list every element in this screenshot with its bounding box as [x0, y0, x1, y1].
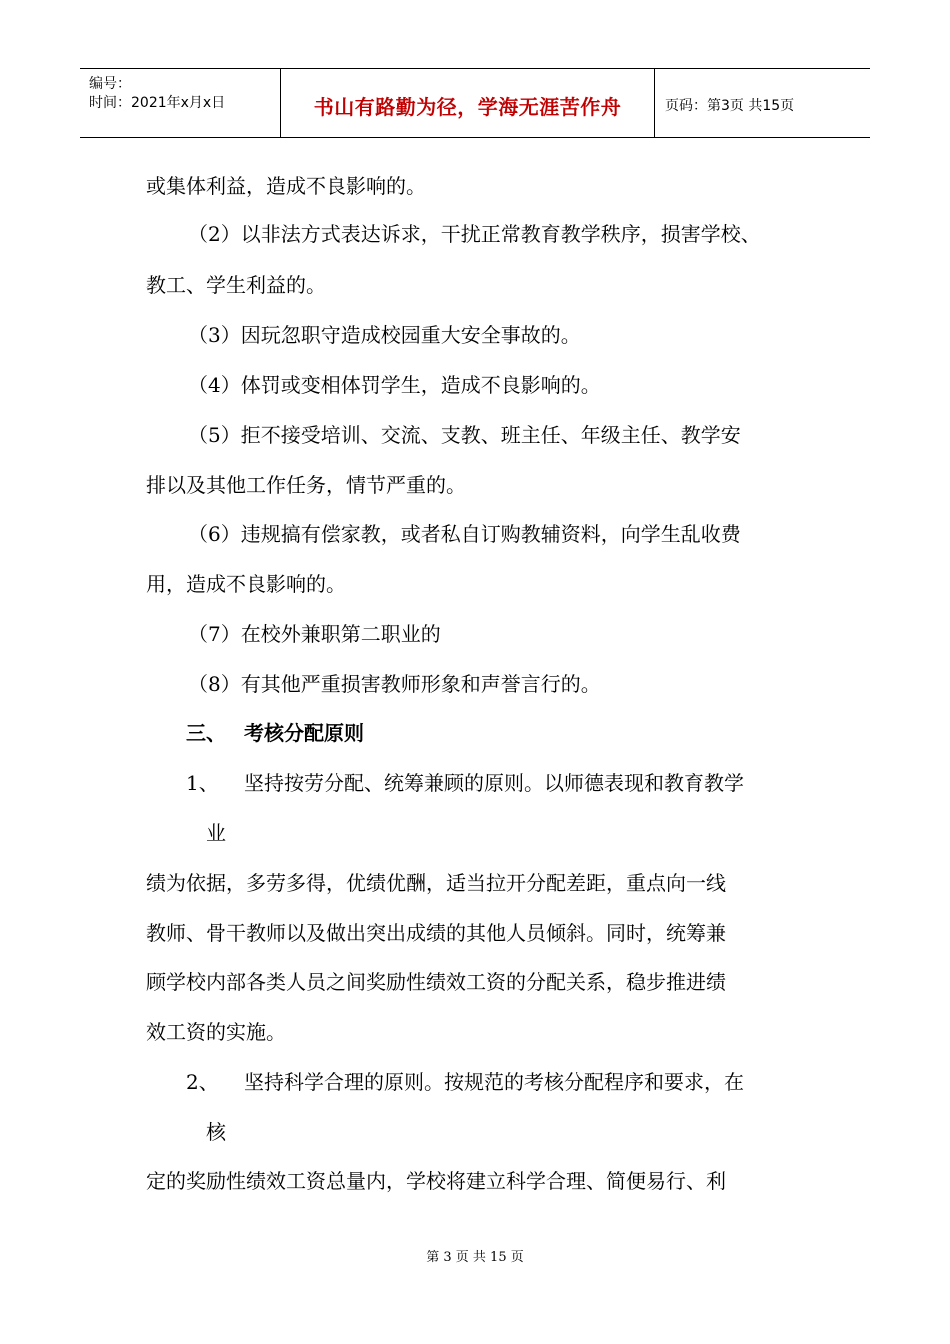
list-item-1	[186, 771, 744, 795]
time-label: 时间：2021年x月x日	[89, 95, 226, 111]
text-line: （8）有其他严重损害教师形象和声誉言行的。	[188, 672, 601, 696]
header-info-cell	[80, 69, 281, 137]
section-title: 考核分配原则	[244, 721, 364, 745]
text-line: （2）以非法方式表达诉求，干扰正常教育教学秩序，损害学校、	[188, 222, 761, 246]
text-line: 排以及其他工作任务，情节严重的。	[146, 473, 466, 497]
page-label: 页码：第3页 共15页	[665, 98, 795, 114]
item-text: 坚持按劳分配、统筹兼顾的原则。以师德表现和教育教学	[244, 771, 744, 795]
text-line: （4）体罚或变相体罚学生，造成不良影响的。	[188, 373, 601, 397]
text-line: （7）在校外兼职第二职业的	[188, 622, 441, 646]
text-line: （6）违规搞有偿家教，或者私自订购教辅资料，向学生乱收费	[188, 522, 741, 546]
number-label: 编号：	[89, 76, 131, 92]
item-wrap: 业	[206, 821, 226, 845]
text-line: 教工、学生利益的。	[146, 273, 326, 297]
section-number: 三、	[186, 721, 226, 745]
text-line: 教师、骨干教师以及做出突出成绩的其他人员倾斜。同时，统筹兼	[146, 921, 726, 945]
item-number: 1、	[186, 771, 219, 795]
text-line: 顾学校内部各类人员之间奖励性绩效工资的分配关系，稳步推进绩	[146, 970, 726, 994]
item-wrap: 核	[206, 1120, 226, 1144]
text-line: （5）拒不接受培训、交流、支教、班主任、年级主任、教学安	[188, 423, 741, 447]
text-line: 用，造成不良影响的。	[146, 572, 346, 596]
text-line: （3）因玩忽职守造成校园重大安全事故的。	[188, 323, 581, 347]
item-number: 2、	[186, 1070, 219, 1094]
list-item-2	[186, 1070, 744, 1094]
section-heading	[186, 721, 364, 745]
page-footer: 第 3 页 共 15 页	[426, 1250, 524, 1265]
item-text: 坚持科学合理的原则。按规范的考核分配程序和要求，在	[244, 1070, 744, 1094]
header-motto-cell	[281, 69, 655, 137]
motto-text: 书山有路勤为径，学海无涯苦作舟	[313, 95, 622, 119]
header-page-cell	[655, 69, 870, 137]
text-line: 定的奖励性绩效工资总量内，学校将建立科学合理、简便易行、利	[146, 1169, 726, 1193]
text-line: 绩为依据，多劳多得，优绩优酬，适当拉开分配差距，重点向一线	[146, 871, 726, 895]
text-line: 或集体利益，造成不良影响的。	[146, 174, 426, 198]
text-line: 效工资的实施。	[146, 1020, 286, 1044]
header-table	[80, 68, 870, 138]
